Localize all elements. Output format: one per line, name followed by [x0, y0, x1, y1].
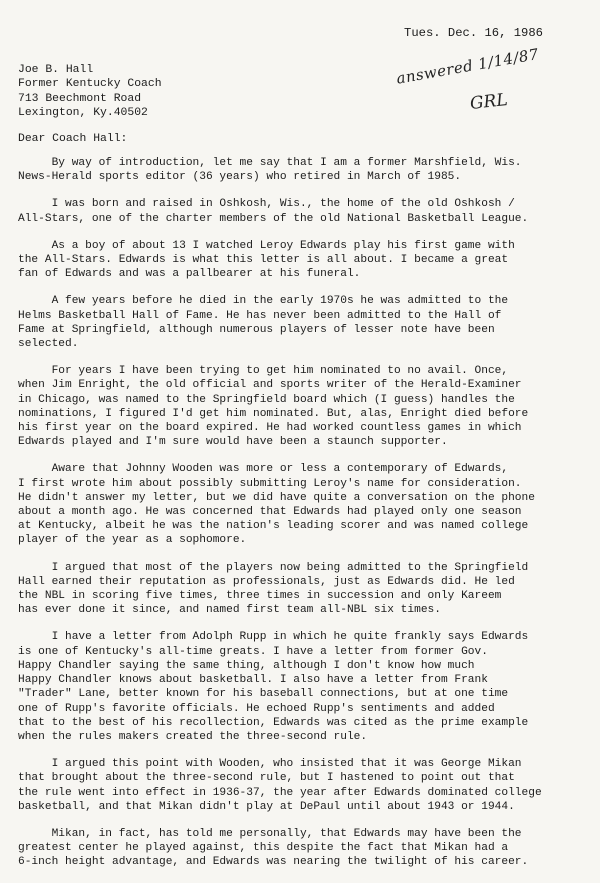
letter-paragraph: [18, 197, 584, 225]
paragraph-line: 6-inch height advantage, and Edwards was nearing the twilight of his career.: [18, 856, 529, 869]
paragraph-line: He didn't answer my letter, but we did have quite a conversation on the phone: [18, 491, 535, 504]
letter-date: Tues. Dec. 16, 1986: [404, 26, 543, 40]
paragraph-line: A few years before he died in the early 1970s he was admitted to the: [18, 295, 509, 308]
paragraph-line: his first year on the board expired. He had worked countless games in which: [18, 422, 522, 435]
paragraph-line: Helms Basketball Hall of Fame. He has never been admitted to the Hall of: [18, 309, 502, 322]
paragraph-line: News-Herald sports editor (36 years) who retired in March of 1985.: [18, 171, 462, 184]
paragraph-line: greatest center he played against, this despite the fact that Mikan had a: [18, 842, 509, 855]
paragraph-line: Happy Chandler knows about basketball. I also have a letter from Frank: [18, 674, 488, 687]
paragraph-line: player of the year as a sophomore.: [18, 534, 247, 547]
paragraph-line: one of Rupp's favorite officials. He echoed Rupp's sentiments and added: [18, 702, 495, 715]
paragraph-line: selected.: [18, 338, 79, 351]
paragraph-line: Fame at Springfield, although numerous players of lesser note have been: [18, 323, 495, 336]
paragraph-line: For years I have been trying to get him nominated to no avail. Once,: [18, 365, 509, 378]
paragraph-line: By way of introduction, let me say that I am a former Marshfield, Wis.: [18, 157, 522, 169]
salutation: Dear Coach Hall:: [18, 133, 128, 145]
paragraph-line: I first wrote him about possibly submitting Leroy's name for consideration.: [18, 477, 522, 490]
address-line: Former Kentucky Coach: [18, 78, 162, 91]
paragraph-line: that brought about the three-second rule, but I hastened to point out that: [18, 772, 515, 785]
address-line: Joe B. Hall: [18, 64, 94, 76]
handwritten-initials: GRL: [469, 90, 509, 114]
paragraph-line: I was born and raised in Oshkosh, Wis., the home of the old Oshkosh /: [18, 198, 515, 211]
letter-paragraph: [18, 294, 584, 351]
paragraph-line: when the rules makers created the three-second rule.: [18, 730, 368, 743]
recipient-address: [18, 63, 162, 120]
address-line: 713 Beechmont Road: [18, 92, 142, 105]
letter-paragraph: [18, 462, 584, 547]
paragraph-line: nominations, I figured I'd get him nominated. But, alas, Enright died before: [18, 407, 529, 420]
letter-paragraph: [18, 156, 584, 184]
paragraph-line: All-Stars, one of the charter members of the old National Basketball League.: [18, 212, 529, 225]
letter-paragraph: [18, 757, 584, 814]
paragraph-line: the All-Stars. Edwards is what this letter is all about. I became a great: [18, 254, 509, 267]
letter-paragraph: [18, 827, 584, 870]
paragraph-line: the rule went into effect in 1936-37, the year after Edwards dominated college: [18, 786, 542, 799]
paragraph-line: the NBL in scoring five times, three times in succession and only Kareem: [18, 590, 502, 603]
paragraph-line: I argued this point with Wooden, who insisted that it was George Mikan: [18, 758, 522, 771]
paragraph-line: when Jim Enright, the old official and sports writer of the Herald-Examiner: [18, 379, 522, 392]
paragraph-line: Mikan, in fact, has told me personally, that Edwards may have been the: [18, 827, 522, 840]
handwritten-note: answered 1/14/87: [395, 44, 541, 88]
paragraph-line: at Kentucky, albeit he was the nation's leading scorer and was named college: [18, 520, 529, 533]
letter-body: [18, 156, 584, 883]
paragraph-line: fan of Edwards and was a pallbearer at his funeral.: [18, 268, 361, 281]
paragraph-line: about a month ago. He was concerned that Edwards had played only one season: [18, 506, 522, 519]
paragraph-line: in Chicago, was named to the Springfield board which (I guess) handles the: [18, 393, 515, 406]
paragraph-line: is one of Kentucky's all-time greats. I have a letter from former Gov.: [18, 645, 488, 658]
address-line: Lexington, Ky.40502: [18, 106, 148, 119]
paragraph-line: that to the best of his recollection, Edwards was cited as the prime example: [18, 716, 529, 729]
paragraph-line: Edwards played and I'm sure would have been a staunch supporter.: [18, 436, 448, 449]
letter-paragraph: [18, 630, 584, 744]
paragraph-line: I argued that most of the players now being admitted to the Springfield: [18, 561, 529, 574]
letter-paragraph: [18, 364, 584, 449]
paragraph-line: I have a letter from Adolph Rupp in which he quite frankly says Edwards: [18, 631, 529, 644]
paragraph-line: As a boy of about 13 I watched Leroy Edwards play his first game with: [18, 239, 515, 252]
paragraph-line: Happy Chandler saying the same thing, although I don't know how much: [18, 659, 475, 672]
letter-paragraph: [18, 239, 584, 282]
paragraph-line: Hall earned their reputation as professionals, just as Edwards did. He led: [18, 575, 515, 588]
paragraph-line: "Trader" Lane, better known for his baseball connections, but at one time: [18, 688, 509, 701]
paragraph-line: Aware that Johnny Wooden was more or less a contemporary of Edwards,: [18, 463, 509, 476]
letter-paragraph: [18, 561, 584, 618]
paragraph-line: has ever done it since, and named first team all-NBL six times.: [18, 604, 441, 617]
paragraph-line: basketball, and that Mikan didn't play at DePaul until about 1943 or 1944.: [18, 800, 515, 813]
